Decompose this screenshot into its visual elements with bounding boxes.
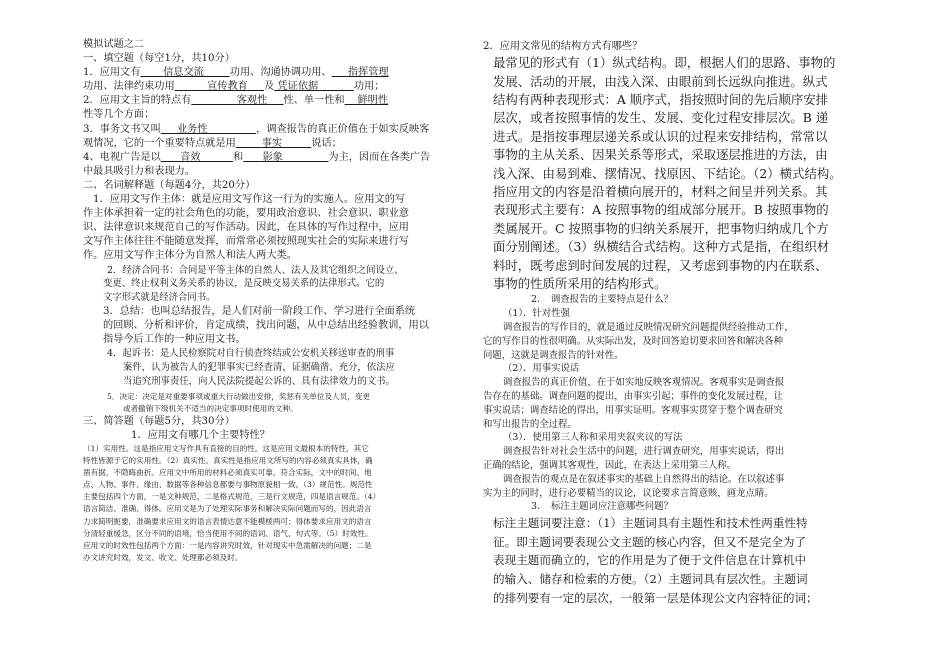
section-terms-heading: 二、名词解释题（每题4分，共20分）	[83, 179, 256, 191]
answer-blank: 音效	[180, 151, 201, 163]
short-answer-3: 标注主题词要注意：（1）主题词具有主题性和技术性两重性特 征。即主题词要表现公文主题的核心内容，但又不是完全为了 表现主题而确立的，它的作用是为了便于文件信息在计算机中 的输入、储存和检索的方便。（2）主题词具有层次性。主题词 的排列要有一定的层次，一般第一层是体现公文内容特征的词；	[493, 516, 818, 605]
short-question-2: 2．应用文常见的结构方式有哪些？	[483, 41, 643, 52]
short-question-3: 3． 标注主题词应注意哪些问题？	[531, 501, 673, 513]
fill-q1-line1: 1．应用文有 信息交流 功用、沟通协调功用、 指挥管理	[83, 67, 389, 79]
exam-title: 模拟试题之二	[83, 39, 145, 50]
answer-blank: 影象	[262, 151, 283, 163]
fill-q1-line2: 功用、法律约束功用 宣传教育 及 凭证依据 功用；	[83, 81, 385, 93]
answer-blank: 客观性	[236, 95, 268, 107]
short-question-1: 1．应用文有哪几个主要特性？	[131, 429, 270, 441]
fill-q4-line1: 4、电视广告是以 音效 和 影象 为主，因而在各类广告	[83, 151, 431, 163]
answer-blank: 事实	[261, 137, 283, 149]
fill-q3-line2: 观情况，它的一个重要特点就是用 事实 说话；	[83, 137, 342, 149]
fill-q3-line1: 3．事务文书又叫 业务性 ，调查报告的真正价值在于如实反映客	[83, 123, 430, 135]
answer-blank: 宣传教育	[207, 81, 248, 93]
fill-q4-line2: 中最具吸引力和表现力。	[83, 165, 196, 177]
short-answer-2: 最常见的形式有（1）纵式结构。即，根据人们的思路、事物的 发展、活动的开展，由浅入深、由眼前到长远纵向推进。纵式 结构有两种表现形式：A 顺序式，指按照时间的先后顺序安排 层次，或者按照事情的发生、发展、变化过程安排层次。B 递 进式。是指按事理层递关系或认识的过程来安排结构，常常以 事物的主从关系、因果关系等形式，采取逐层推进的方法，由 浅入深、由易到难、摆情况、找原因、下结论。（2）横式结构。 指应用文的内容是沿着横向展开的，材料之间呈并列关系。其 表现形式主要有：A 按照事物的组成部分展开。B 按照事物的 类属展开。C 按照事物的归纳关系展开，把事物归纳成几个方 面分别阐述。（3）纵横结合式结构。这种方式是指，在组织材 料时，既考虑到时间发展的过程，又考虑到事物的内在联系、 事物的性质所采用的结构形式。	[493, 55, 842, 291]
answer-blank: 信息交流	[163, 67, 204, 79]
fill-q2-line2: 性等几个方面；	[83, 109, 155, 121]
report-feature-1: （1）．针对性强 调查报告的写作目的，就是通过反映情况研究问题提供经验推动工作， 它的写作目的性很明确。从实际出发，及时回答迫切要求回答和解决各种 问题，这就是调查报告的针对性。	[483, 307, 883, 362]
report-feature-2: （2）．用事实说话 调查报告的真正价值，在于如实地反映客观情况。客观事实是调查报 告存在的基础。调查问题的提出，由事实引起；事件的变化发展过程，让 事实说话；调查结论的得出，用事实证明。客观事实贯穿于整个调查研究 和写出报告的全过程。	[483, 362, 883, 431]
section-short-answer-heading: 三、简答题（每题5分，共30分）	[83, 415, 235, 427]
left-column	[83, 38, 473, 564]
section-fill-in-heading: 一、填空题（每空1分，共10分）	[83, 53, 235, 65]
feature-heading: （2）．用事实说话	[503, 363, 580, 375]
short-question-2b: 2． 调查报告的主要特点是什么？	[531, 294, 673, 306]
answer-blank: 业务性	[177, 123, 208, 135]
feature-heading: （3）．使用第三人称和采用夹叙夹议的写法	[503, 432, 683, 444]
term-definition-1: 1．应用文写作主体：就是应用文写作这一行为的实施人。应用文的写 作主体承担着一定的社会角色的功能，要用政治意识、社会意识、职业意 识、法律意识来规范自己的写作活动。因此，在具体的写作过程中，应用 文写作主体往往不能随意发挥，而常常必须按照现实社会的实际来进行写 作。应用文写作主体分为自然人和法人两大类。	[83, 194, 409, 262]
fill-q2-line1: 2．应用文主旨的特点有 客观性 性、单一性和 鲜明性	[83, 95, 389, 107]
answer-blank: 鲜明性	[357, 95, 389, 107]
short-answer-1: （1）实用性。这是指应用文写作具有直接的目的性。这是应用文最根本的特性，其它 特性皆源于它的实用性。（2）真实性。真实性是指应用文所写的内容必须真实具体，确 凿有据，不隐晦曲折。应用文中所用的材料必须真实可靠，符合实际，文中的时间、地 点、人物、事件、缘由、数据等各种信息都要与事物原貌相一致。（3）规范性。规范性 主要包括四个方面，一是文种规范，二是格式规范，三是行文规范，四是语言规范。（4） 语言简洁、准确、得体。应用文是为了处理实际事务和解决实际问题而写的，因此语言 力求简明扼要，准确要求应用文的语言表情达意不能模棱两可；得体要求应用文的语言 分清轻重缓急，区分不同的语境，恰当使用不同的语词、语气、句式等。（5）时效性。 应用文的时效性包括两个方面：一是内容讲究时效，针对现实中急需解决的问题；二是 办文讲究时效，发文、收文、处理都必须及时。	[83, 443, 381, 562]
answer-blank: 指挥管理	[347, 67, 389, 79]
term-definition-2: 2．经济合同书：合同是平等主体的自然人、法人及其它组织之间设立、 变更、终止权利义务关系的协议，是反映交易关系的法律形式。它的 文字形式就是经济合同书。	[103, 264, 404, 304]
term-definition-5: 5．决定：决定是对重要事项或重大行动做出安排，奖惩有关单位及人员，变更 或者撤销下级机关不适当的决定事项时使用的文种。	[107, 391, 371, 413]
feature-heading: （1）．针对性强	[503, 308, 570, 320]
term-definition-3: 3．总结：也叫总结报告，是人们对前一阶段工作、学习进行全面系统 的回顾、分析和评价，肯定成绩，找出问题，从中总结出经验教训，用以 指导今后工作的一种应用文书。	[103, 305, 429, 346]
right-column	[483, 40, 883, 607]
answer-blank: 凭证依据	[277, 81, 319, 93]
term-definition-4: 4．起诉书：是人民检察院对自行侦查终结或公安机关移送审查的刑事 案件，认为被告人的犯罪事实已经查清，证据确凿、充分，依法应 当追究刑事责任，向人民法院提起公诉的、具有法律效力的文书。	[107, 348, 395, 387]
report-feature-3: （3）．使用第三人称和采用夹叙夹议的写法 调查报告针对社会生活中的问题，进行调查研究，用事实说话，得出 正确的结论，强调其客观性，因此，在表达上采用第三人称。 调查报告的观点是在叙述事实的基础上自然得出的结论。在以叙述事 实为主的同时，进行必要精当的议论，议论要求言简意赅，画龙点睛。	[483, 431, 883, 500]
